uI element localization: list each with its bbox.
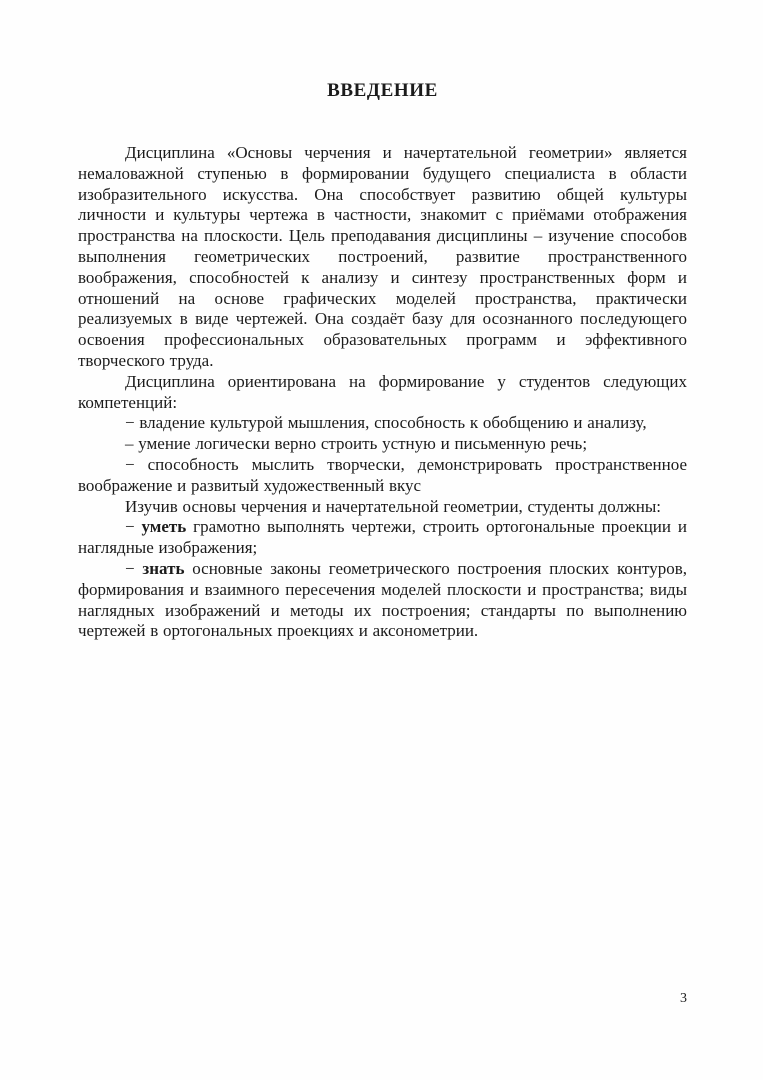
bold-term-umet: уметь [141, 517, 187, 537]
list-dash: − [125, 517, 142, 537]
page-title: ВВЕДЕНИЕ [327, 80, 438, 101]
list-item-creative-thinking: − способность мыслить творчески, демонстрировать пространственное воображение и развитый художественный вкус [78, 454, 687, 495]
list-item-znat-text: основные законы геометрического построения плоских контуров, формирования и взаимного пересечения моделей плоскости и пространства; виды наглядных изображений и методы их построения; стандарты по выполнению чертежей в ортогональных проекциях и аксонометрии. [78, 558, 687, 641]
paragraph-students-must-lead: Изучив основы черчения и начертательной геометрии, студенты должны: [125, 496, 662, 516]
list-item-umet-text: грамотно выполнять чертежи, строить ортогональные проекции и наглядные изображения; [78, 517, 687, 558]
paragraph-intro: Дисциплина «Основы черчения и начертательной геометрии» является немаловажной ступенью в формировании будущего специалиста в области изобразительного искусства. Она способствует развитию общей культуры личности и культуры чертежа в частности, знакомит с приёмами отображения пространства на плоскости. Цель преподавания дисциплины – изучение способов выполнения геометрических построений, развитие пространственного воображения, способностей к анализу и синтезу пространственных форм и отношений на основе графических моделей пространства, практически реализуемых в виде чертежей. Она создаёт базу для осознанного последующего освоения профессиональных образовательных программ и эффективного творческого труда. [78, 143, 687, 370]
page-number: 3 [680, 991, 687, 1006]
list-dash: − [125, 558, 143, 578]
list-item-znat [78, 559, 687, 642]
list-item-umet [78, 517, 687, 559]
body-text [78, 143, 687, 642]
bold-term-znat: знать [142, 558, 185, 578]
paragraph-competencies-lead: Дисциплина ориентирована на формирование у студентов следующих компетенций: [78, 371, 687, 412]
list-item-thinking-culture: − владение культурой мышления, способность к обобщению и анализу, [125, 413, 647, 433]
list-item-speech: – умение логически верно строить устную и письменную речь; [125, 434, 588, 454]
